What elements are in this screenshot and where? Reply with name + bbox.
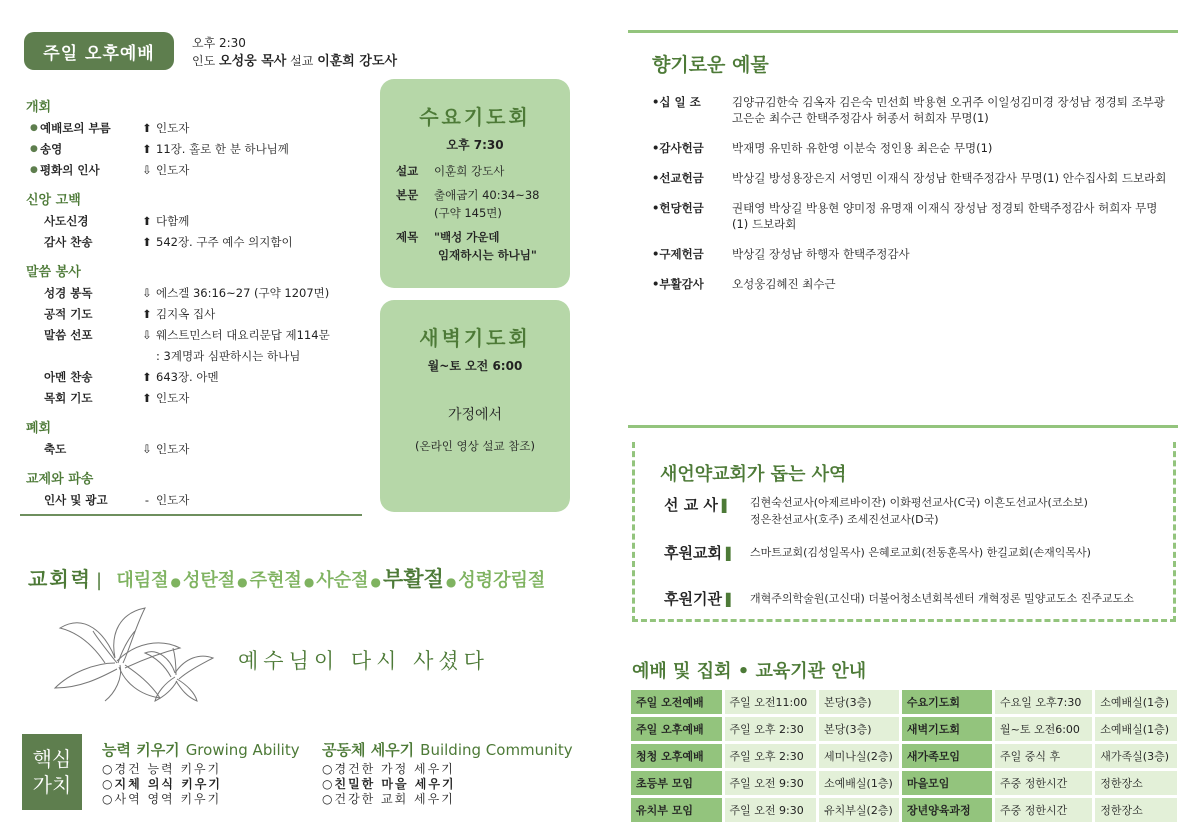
sit-arrow-icon: ⇩ — [142, 442, 152, 456]
dawn-prayer-box — [380, 300, 570, 512]
stand-arrow-icon: ⬆ — [142, 235, 152, 249]
season-epiphany: 주현절 — [249, 570, 302, 591]
order-item: 사도신경 ⬆ 다함께 — [26, 211, 366, 232]
stand-arrow-icon: ⬆ — [142, 214, 152, 228]
table-row: 유치부 모임 주일 오전 9:30 유치부실(2층) 장년양육과정 주중 정한시간 정한장소 — [631, 798, 1177, 822]
order-section-title: 신앙 고백 — [26, 193, 81, 208]
order-item: 말씀 선포 ⇩ 웨스트민스터 대요리문답 제114문 : 3계명과 심판하시는 하나님 — [26, 325, 366, 367]
schedule-title: 예배 및 집회 • 교육기관 안내 — [632, 661, 867, 682]
season-advent: 대림절 — [116, 570, 169, 591]
worship-order — [26, 96, 366, 511]
offering-row: •구제헌금 박상길 장성남 하행자 한택주정감사 — [652, 247, 910, 261]
order-item: ● 평화의 인사 ⇩ 인도자 — [26, 160, 366, 181]
dot-icon: ● — [170, 575, 181, 589]
order-item: 공적 기도 ⬆ 김지옥 집사 — [26, 304, 366, 325]
stand-arrow-icon: ⬆ — [142, 142, 152, 156]
table-row: 주일 오후예배 주일 오후 2:30 본당(3층) 새벽기도회 월~토 오전6:00 소예배실(1층) — [631, 717, 1177, 741]
order-item: 아멘 찬송 ⬆ 643장. 아멘 — [26, 367, 366, 388]
order-section-title: 폐회 — [26, 421, 52, 436]
dot-icon: ● — [370, 575, 381, 589]
lily-illustration — [45, 603, 220, 703]
dawn-prayer-time: 월~토 오전 6:00 — [427, 359, 523, 373]
order-section-title: 교제와 파송 — [26, 472, 94, 487]
bullet-icon: ● — [30, 165, 38, 175]
ministry-row-missionaries: 선 교 사 ▌ 김현숙선교사(아제르바이잔) 이화평선교사(C국) 이흔도선교사(코소보) 정은찬선교사(호주) 조세진선교사(D국) — [664, 496, 1088, 526]
offerings-title: 향기로운 예물 — [652, 54, 769, 76]
schedule-table — [628, 687, 1180, 825]
table-row: 청청 오후예배 주일 오후 2:30 세미나실(2층) 새가족모임 주일 중식 후 새가족실(3층) — [631, 744, 1177, 768]
offerings-list — [652, 94, 1172, 306]
afternoon-service-title: 주일 오후예배 — [24, 32, 174, 70]
afternoon-service-leaders: 인도 오성웅 목사 설교 이훈희 강도사 — [192, 54, 398, 69]
wednesday-prayer-details — [396, 162, 566, 270]
stand-arrow-icon: ⬆ — [142, 391, 152, 405]
order-item: 인사 및 광고 - 인도자 — [26, 490, 366, 511]
offering-row: •감사헌금 박재명 유민하 유한영 이분숙 정인용 최은순 무명(1) — [652, 141, 993, 155]
easter-message: 예수님이 다시 사셨다 — [238, 649, 489, 673]
dawn-prayer-place: 가정에서 — [447, 407, 503, 423]
sit-arrow-icon: ⇩ — [142, 286, 152, 300]
calendar-lead: 교회력 — [28, 567, 92, 591]
ministry-row-institutions: 후원기관 ▌ 개혁주의학술원(고신대) 더불어청소년회복센터 개혁정론 밀양교도소 진주교도소 — [664, 590, 1134, 608]
calendar-divider: | — [95, 570, 103, 591]
order-item: 성경 봉독 ⇩ 에스겔 36:16~27 (구약 1207면) — [26, 283, 366, 304]
wednesday-prayer-title: 수요기도회 — [419, 105, 531, 129]
table-row: 주일 오전예배 주일 오전11:00 본당(3층) 수요기도회 수요일 오후7:30 소예배실(1층) — [631, 690, 1177, 714]
bullet-icon: ● — [30, 123, 38, 133]
bullet-icon: ● — [30, 144, 38, 154]
dawn-prayer-note: (온라인 영상 설교 참조) — [415, 439, 535, 453]
offering-row: •헌당헌금 권태영 박상길 박용현 양미정 유명재 이재식 장성남 정경퇴 한택주정감사 허희자 무명(1) 드보라회 — [652, 201, 1158, 231]
order-section-title: 개회 — [26, 100, 52, 115]
offering-row: •부활감사 오성웅김혜진 최수근 — [652, 277, 836, 291]
table-row: 초등부 모임 주일 오전 9:30 소예배실(1층) 마을모임 주중 정한시간 정한장소 — [631, 771, 1177, 795]
ministry-title: 새언약교회가 돕는 사역 — [660, 464, 847, 485]
order-item: ● 송영 ⬆ 11장. 홀로 한 분 하나님께 — [26, 139, 366, 160]
ministry-top-line — [628, 425, 1178, 428]
church-calendar — [28, 563, 545, 593]
order-section-title: 말씀 봉사 — [26, 265, 81, 280]
wednesday-prayer-time: 오후 7:30 — [446, 138, 504, 152]
core-value-community: 공동체 세우기 Building Community ○경건한 가정 세우기 ○친밀한 마을 세우기 ○건강한 교회 세우기 — [322, 741, 573, 806]
core-values-label: 핵심 가치 — [22, 734, 82, 810]
stand-arrow-icon: ⬆ — [142, 307, 152, 321]
dot-icon: ● — [445, 575, 457, 589]
dot-icon: ● — [237, 575, 248, 589]
wednesday-sermon: 설교 이훈희 강도사 — [396, 164, 505, 178]
season-christmas: 성탄절 — [182, 570, 236, 591]
dot-icon: ● — [303, 575, 315, 589]
ministry-row-churches: 후원교회 ▌ 스마트교회(김성일목사) 은혜로교회(전동훈목사) 한길교회(손재익목사) — [664, 544, 1091, 562]
dash-mark: - — [144, 493, 150, 507]
stand-arrow-icon: ⬆ — [142, 370, 152, 384]
sit-arrow-icon: ⇩ — [142, 163, 152, 177]
stand-arrow-icon: ⬆ — [142, 121, 152, 135]
offering-row: •십 일 조 김양규김한숙 김옥자 김은숙 민선희 박용현 오귀주 이일성김미경 장성남 정경퇴 조부광고은순 최수근 한택주정감사 허종서 허희자 무명(1) — [652, 95, 1165, 125]
offering-row: •선교헌금 박상길 방성용장은지 서영민 이재식 장성남 한택주정감사 무명(1) 안수집사회 드보라회 — [652, 171, 1167, 185]
wednesday-topic: 제목 "백성 가운데 임재하시는 하나님" — [396, 230, 537, 262]
order-item: 축도 ⇩ 인도자 — [26, 439, 366, 460]
dawn-prayer-title: 새벽기도회 — [419, 326, 531, 350]
season-pentecost: 성령강림절 — [458, 570, 546, 591]
wednesday-text: 본문 출애굽기 40:34~38 (구약 145면) — [396, 188, 540, 220]
season-easter: 부활절 — [382, 567, 444, 591]
core-value-ability: 능력 키우기 Growing Ability ○경건 능력 키우기 ○지체 의식 키우기 ○사역 영역 키우기 — [102, 741, 300, 806]
offerings-top-line — [628, 30, 1178, 33]
afternoon-service-time: 오후 2:30 — [192, 36, 246, 50]
order-item: 목회 기도 ⬆ 인도자 — [26, 388, 366, 409]
order-item: 감사 찬송 ⬆ 542장. 구주 예수 의지함이 — [26, 232, 366, 253]
order-item: ● 예배로의 부름 ⬆ 인도자 — [26, 118, 366, 139]
sit-arrow-icon: ⇩ — [142, 328, 152, 342]
order-divider — [20, 514, 362, 516]
season-lent: 사순절 — [316, 570, 369, 591]
